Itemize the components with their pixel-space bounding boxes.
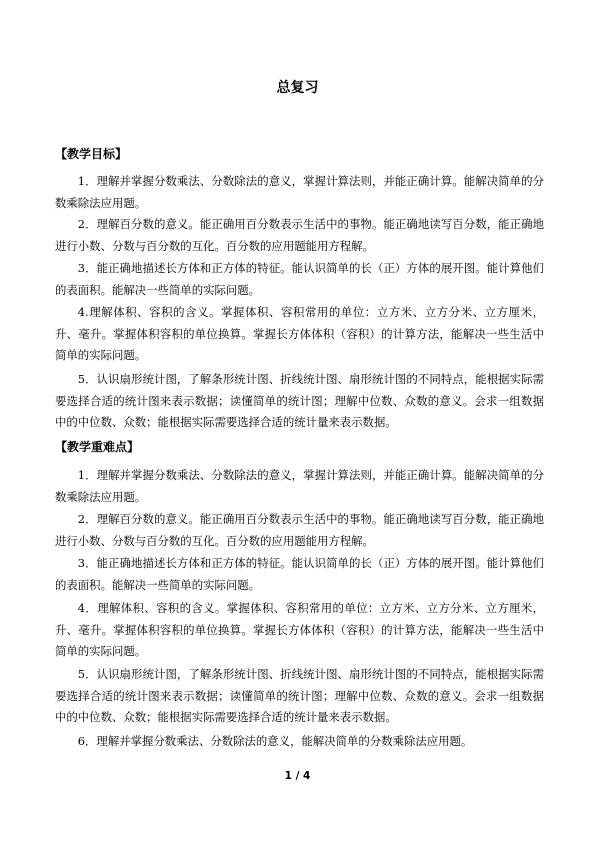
key-point-item-1: 1．理解并掌握分数乘法、分数除法的意义，掌握计算法则，并能正确计算。能解决简单的分数乘除法应用题。 bbox=[55, 468, 544, 504]
objective-item-4: 4.理解体积、容积的含义。掌握体积、容积常用的单位：立方米、立方分米、立方厘米，升、毫升。掌握体积容积的单位换算。掌握长方体体积（容积）的计算方法，能解决一些生活中简单的实际问题。 bbox=[55, 305, 544, 362]
objective-item-1: 1．理解并掌握分数乘法、分数除法的意义，掌握计算法则，并能正确计算。能解决简单的分数乘除法应用题。 bbox=[55, 174, 544, 210]
objective-item-2: 2．理解百分数的意义。能正确用百分数表示生活中的事物。能正确地读写百分数，能正确地进行小数、分数与百分数的互化。百分数的应用题能用方程解。 bbox=[55, 217, 544, 253]
key-point-item-6: 6．理解并掌握分数乘法、分数除法的意义，能解决简单的分数乘除法应用题。 bbox=[77, 734, 473, 748]
key-point-item-4: 4．理解体积、容积的含义。掌握体积、容积常用的单位：立方米、立方分米、立方厘米，升、毫升。掌握体积容积的单位换算。掌握长方体体积（容积）的计算方法，能解决一些生活中简单的实际问题。 bbox=[55, 601, 544, 658]
page-indicator: 1 / 4 bbox=[284, 770, 311, 782]
page-title: 总复习 bbox=[276, 80, 319, 96]
key-point-item-5: 5．认识扇形统计图，了解条形统计图、折线统计图、扇形统计图的不同特点，能根据实际需要选择合适的统计图来表示数据；读懂简单的统计图；理解中位数、众数的意义。会求一组数据中的中位数、众数；能根据实际需要选择合适的统计量来表示数据。 bbox=[55, 667, 544, 724]
section-heading-objectives: 【教学目标】 bbox=[55, 147, 128, 161]
objective-item-5: 5．认识扇形统计图，了解条形统计图、折线统计图、扇形统计图的不同特点，能根据实际需要选择合适的统计图来表示数据；读懂简单的统计图；理解中位数、众数的意义。会求一组数据中的中位数、众数；能根据实际需要选择合适的统计量来表示数据。 bbox=[55, 372, 544, 429]
objective-item-3: 3．能正确地描述长方体和正方体的特征。能认识简单的长（正）方体的展开图。能计算他们的表面积。能解决一些简单的实际问题。 bbox=[55, 261, 544, 297]
key-point-item-2: 2．理解百分数的意义。能正确用百分数表示生活中的事物。能正确地读写百分数，能正确地进行小数、分数与百分数的互化。百分数的应用题能用方程解。 bbox=[55, 512, 544, 548]
section-heading-key-points: 【教学重难点】 bbox=[55, 440, 140, 454]
key-point-item-3: 3．能正确地描述长方体和正方体的特征。能认识简单的长（正）方体的展开图。能计算他们的表面积。能解决一些简单的实际问题。 bbox=[55, 556, 544, 592]
